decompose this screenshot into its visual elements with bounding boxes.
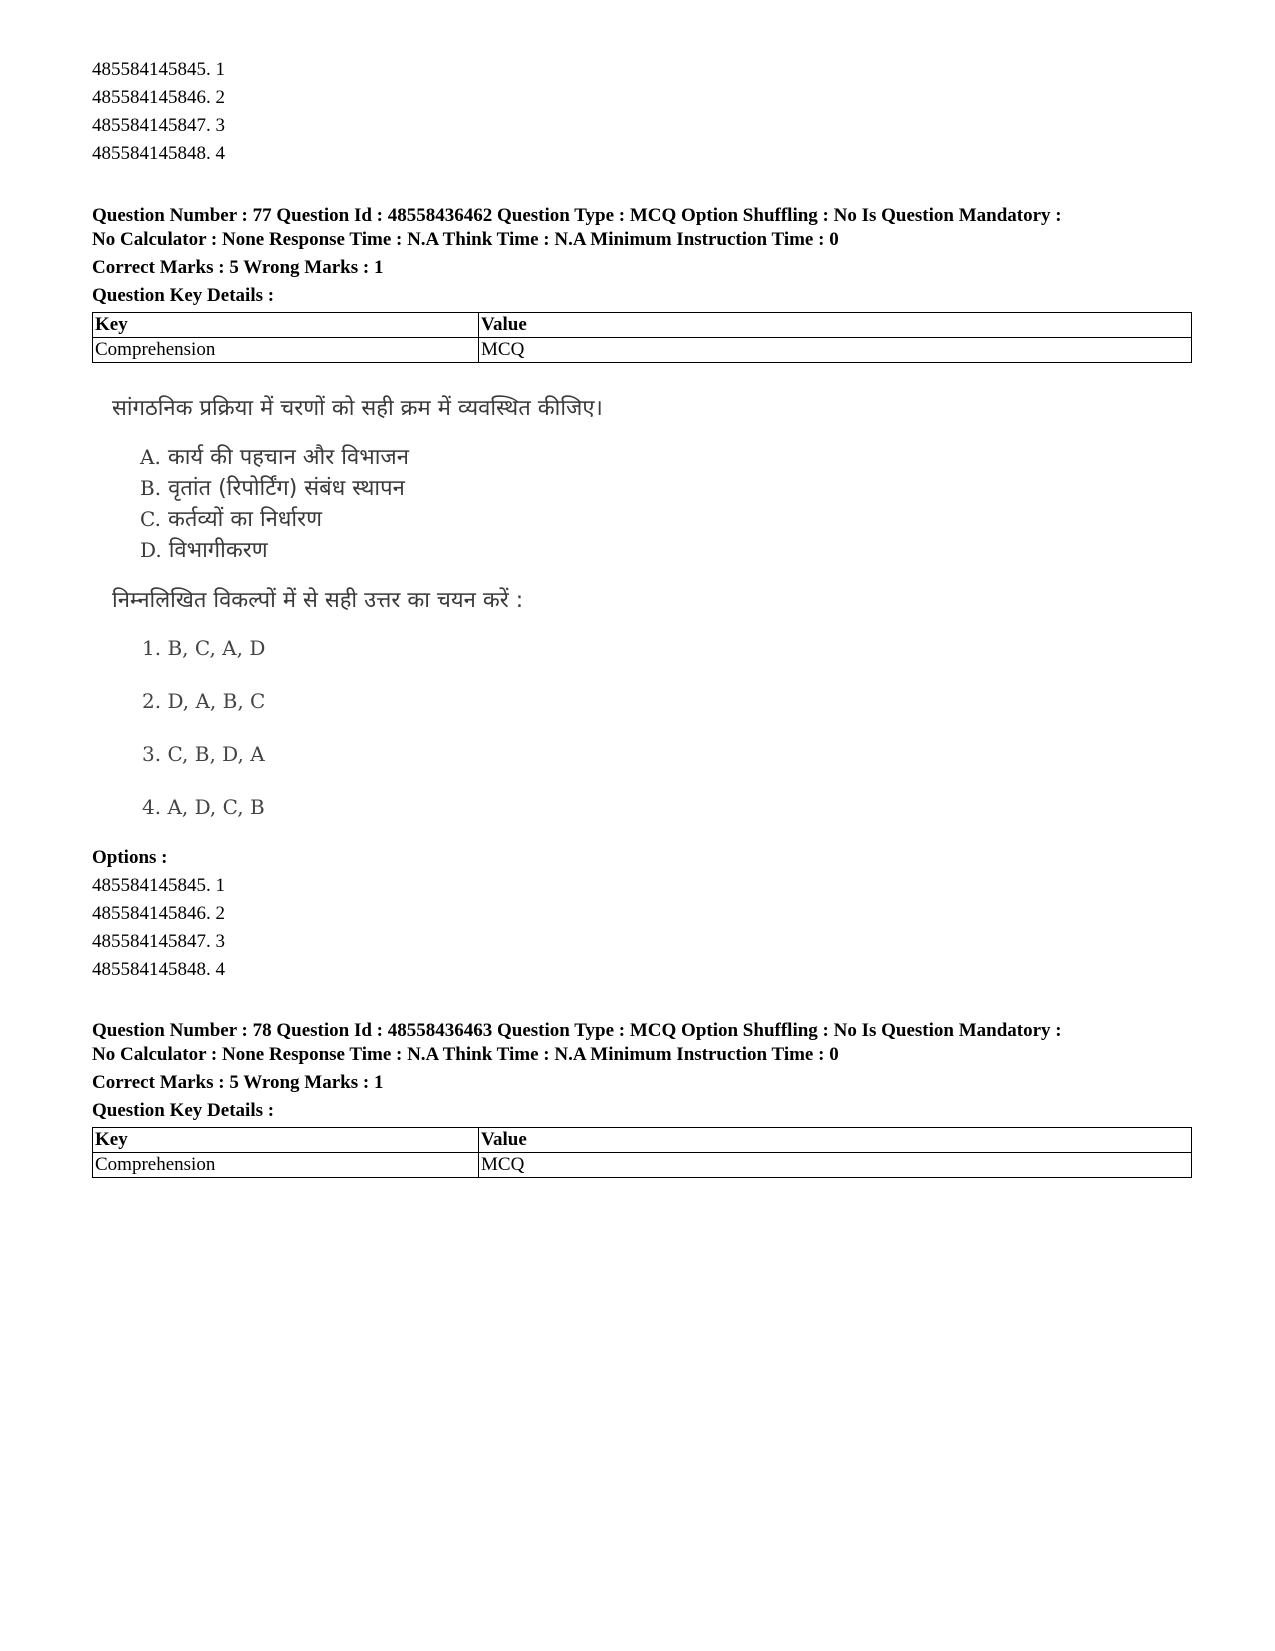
table-row [93, 338, 1192, 363]
question-meta-line-2: No Calculator : None Response Time : N.A Think Time : N.A Minimum Instruction Time : 0 [92, 229, 839, 250]
table-cell: Comprehension [93, 1153, 479, 1178]
item-text: कर्तव्यों का निर्धारण [167, 507, 322, 532]
question-image [112, 392, 672, 834]
question-item [112, 535, 672, 566]
key-details-label: Question Key Details : [92, 285, 275, 306]
key-details-table [92, 312, 1192, 363]
option-line: 485584145845. 1 [92, 59, 225, 80]
question-meta-line-1: Question Number : 78 Question Id : 48558436463 Question Type : MCQ Option Shuffling : No Is Question Mandatory : [92, 1020, 1062, 1041]
key-details-label: Question Key Details : [92, 1100, 275, 1121]
item-text: कार्य की पहचान और विभाजन [167, 445, 409, 470]
table-header-row [93, 1128, 1192, 1153]
item-letter: D. [140, 538, 162, 562]
option-line: 485584145847. 3 [92, 115, 225, 136]
item-text: विभागीकरण [168, 538, 268, 563]
option-line: 485584145848. 4 [92, 143, 225, 164]
item-text: वृतांत (रिपोर्टिंग) संबंध स्थापन [168, 476, 405, 501]
question-meta-line-1: Question Number : 77 Question Id : 48558436462 Question Type : MCQ Option Shuffling : No Is Question Mandatory : [92, 205, 1062, 226]
question-meta-line-2: No Calculator : None Response Time : N.A Think Time : N.A Minimum Instruction Time : 0 [92, 1044, 839, 1065]
option-line: 485584145845. 1 [92, 875, 225, 896]
table-row [93, 1153, 1192, 1178]
question-77-header [92, 204, 1192, 363]
options-label: Options : [92, 847, 168, 868]
table-header-row [93, 313, 1192, 338]
item-letter: B. [140, 476, 162, 500]
table-cell: MCQ [479, 1153, 1192, 1178]
marks-line: Correct Marks : 5 Wrong Marks : 1 [92, 1072, 384, 1093]
table-header-cell: Value [479, 313, 1192, 338]
table-header-cell: Key [93, 1128, 479, 1153]
question-78-header [92, 1019, 1192, 1178]
option-line: 485584145846. 2 [92, 87, 225, 108]
question-77-options [92, 844, 1192, 984]
table-cell: Comprehension [93, 338, 479, 363]
item-letter: A. [140, 445, 161, 469]
option-line: 485584145847. 3 [92, 931, 225, 952]
table-header-cell: Key [93, 313, 479, 338]
key-details-table [92, 1127, 1192, 1178]
marks-line: Correct Marks : 5 Wrong Marks : 1 [92, 257, 384, 278]
table-cell: MCQ [479, 338, 1192, 363]
item-letter: C. [140, 507, 161, 531]
table-header-cell: Value [479, 1128, 1192, 1153]
question-item [112, 442, 672, 473]
previous-options-list [92, 56, 1192, 168]
option-line: 485584145846. 2 [92, 903, 225, 924]
question-item [112, 473, 672, 504]
option-line: 485584145848. 4 [92, 959, 225, 980]
answer-choice: 1. B, C, A, D [142, 636, 266, 660]
answer-choice: 2. D, A, B, C [142, 689, 266, 713]
question-instruction: निम्नलिखित विकल्पों में से सही उत्तर का चयन करें : [112, 588, 524, 613]
answer-choice: 3. C, B, D, A [142, 742, 265, 766]
question-item [112, 504, 672, 535]
question-stem: सांगठनिक प्रक्रिया में चरणों को सही क्रम में व्यवस्थित कीजिए। [112, 396, 603, 421]
answer-choice: 4. A, D, C, B [142, 795, 265, 819]
